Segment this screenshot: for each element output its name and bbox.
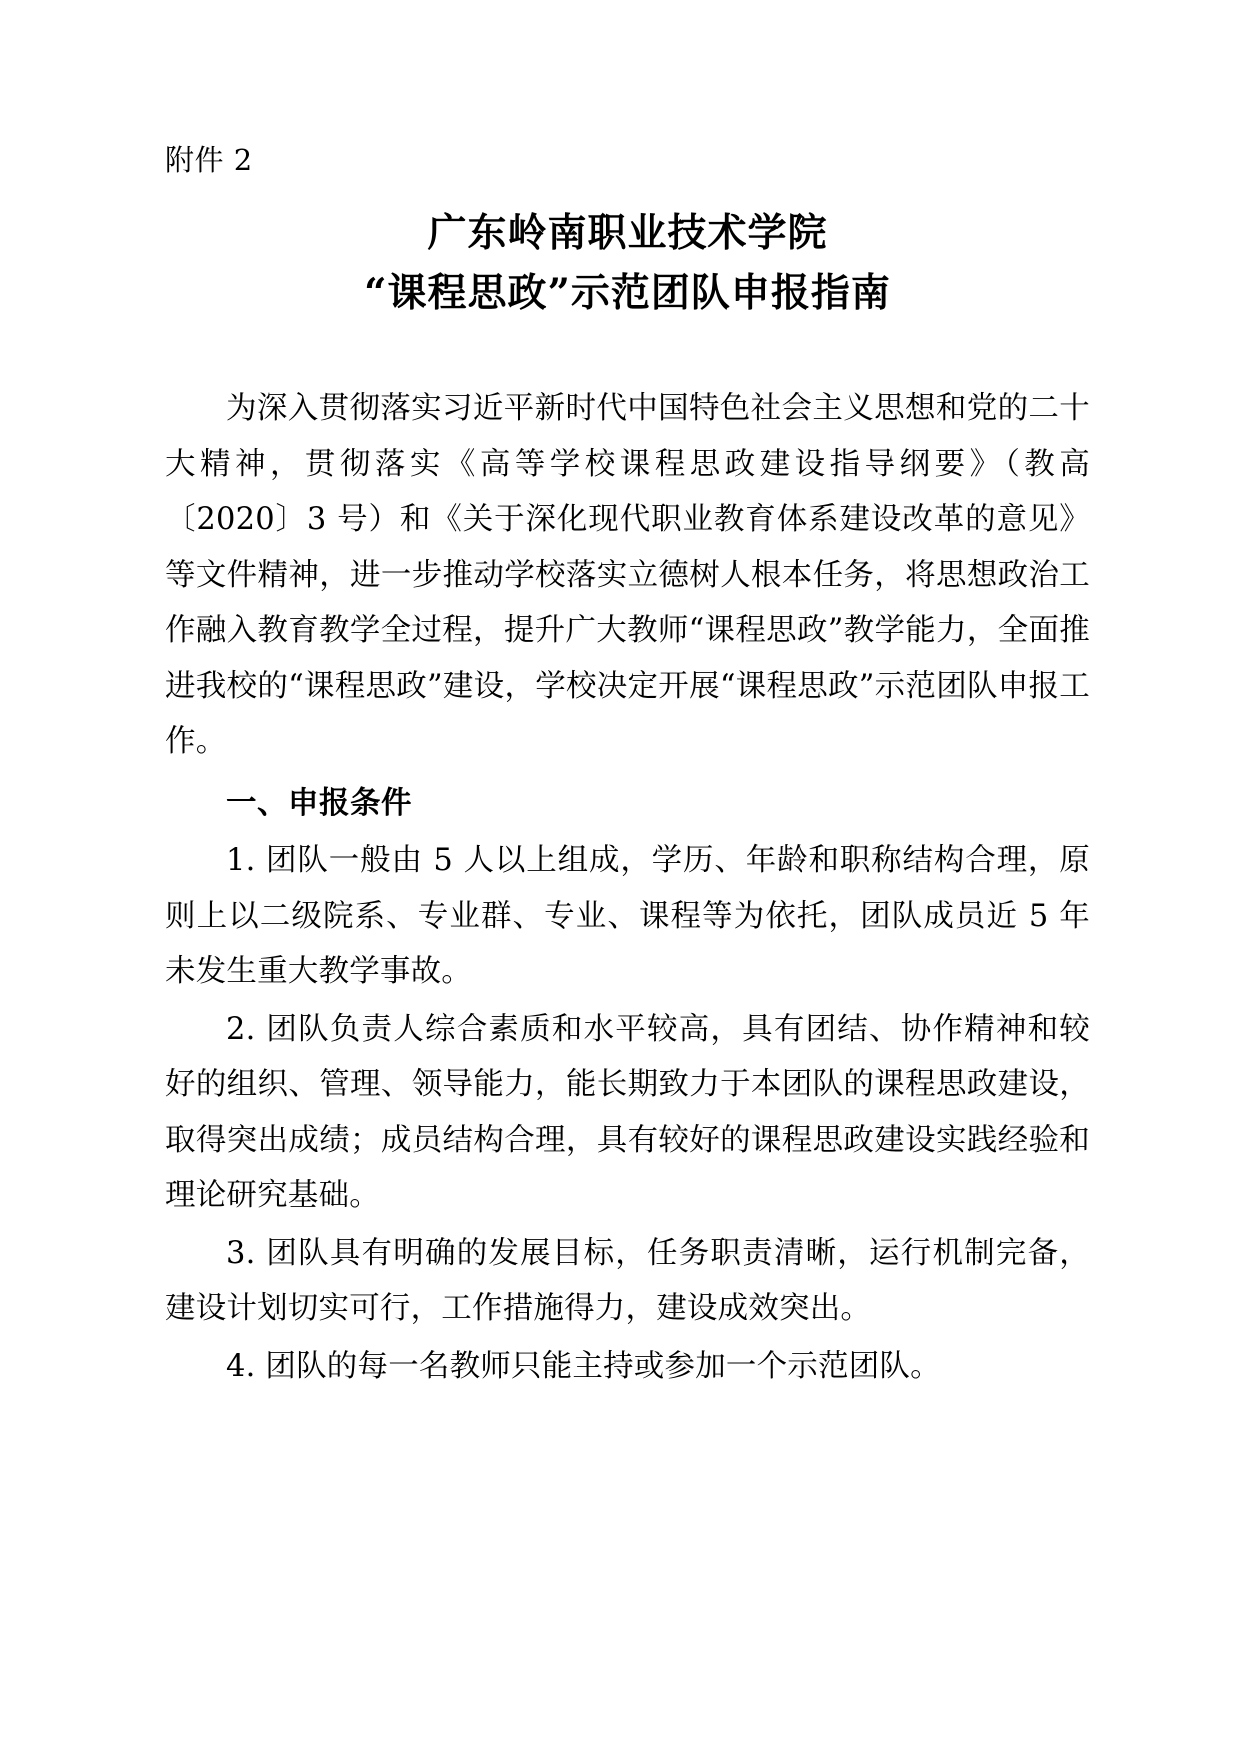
- section-heading-application-conditions: 一、申报条件: [226, 784, 412, 821]
- document-body: [165, 381, 1090, 1394]
- list-item: 4. 团队的每一名教师只能主持或参加一个示范团队。: [226, 1348, 941, 1384]
- list-item: 1. 团队一般由 5 人以上组成，学历、年龄和职称结构合理，原则上以二级院系、专业群、专业、课程等为依托，团队成员近 5 年未发生重大教学事故。: [165, 843, 1090, 990]
- page-title: [165, 203, 1090, 324]
- intro-paragraph: 为深入贯彻落实习近平新时代中国特色社会主义思想和党的二十大精神，贯彻落实《高等学校课程思政建设指导纲要》（教高〔2020〕3 号）和《关于深化现代职业教育体系建设改革的意见》等文件精神，进一步推动学校落实立德树人根本任务，将思想政治工作融入教育教学全过程，提升广大教师“课程思政”教学能力，全面推进我校的“课程思政”建设，学校决定开展“课程思政”示范团队申报工作。: [165, 391, 1090, 760]
- page-title-line-2: “课程思政”示范团队申报指南: [364, 270, 891, 317]
- list-item: 3. 团队具有明确的发展目标，任务职责清晰，运行机制完备，建设计划切实可行，工作措施得力，建设成效突出。: [165, 1235, 1090, 1327]
- page-title-line-1: 广东岭南职业技术学院: [427, 209, 828, 256]
- attachment-label: 附件 2: [165, 143, 253, 177]
- list-item: 2. 团队负责人综合素质和水平较高，具有团结、协作精神和较好的组织、管理、领导能力，能长期致力于本团队的课程思政建设，取得突出成绩；成员结构合理，具有较好的课程思政建设实践经验和理论研究基础。: [165, 1011, 1090, 1214]
